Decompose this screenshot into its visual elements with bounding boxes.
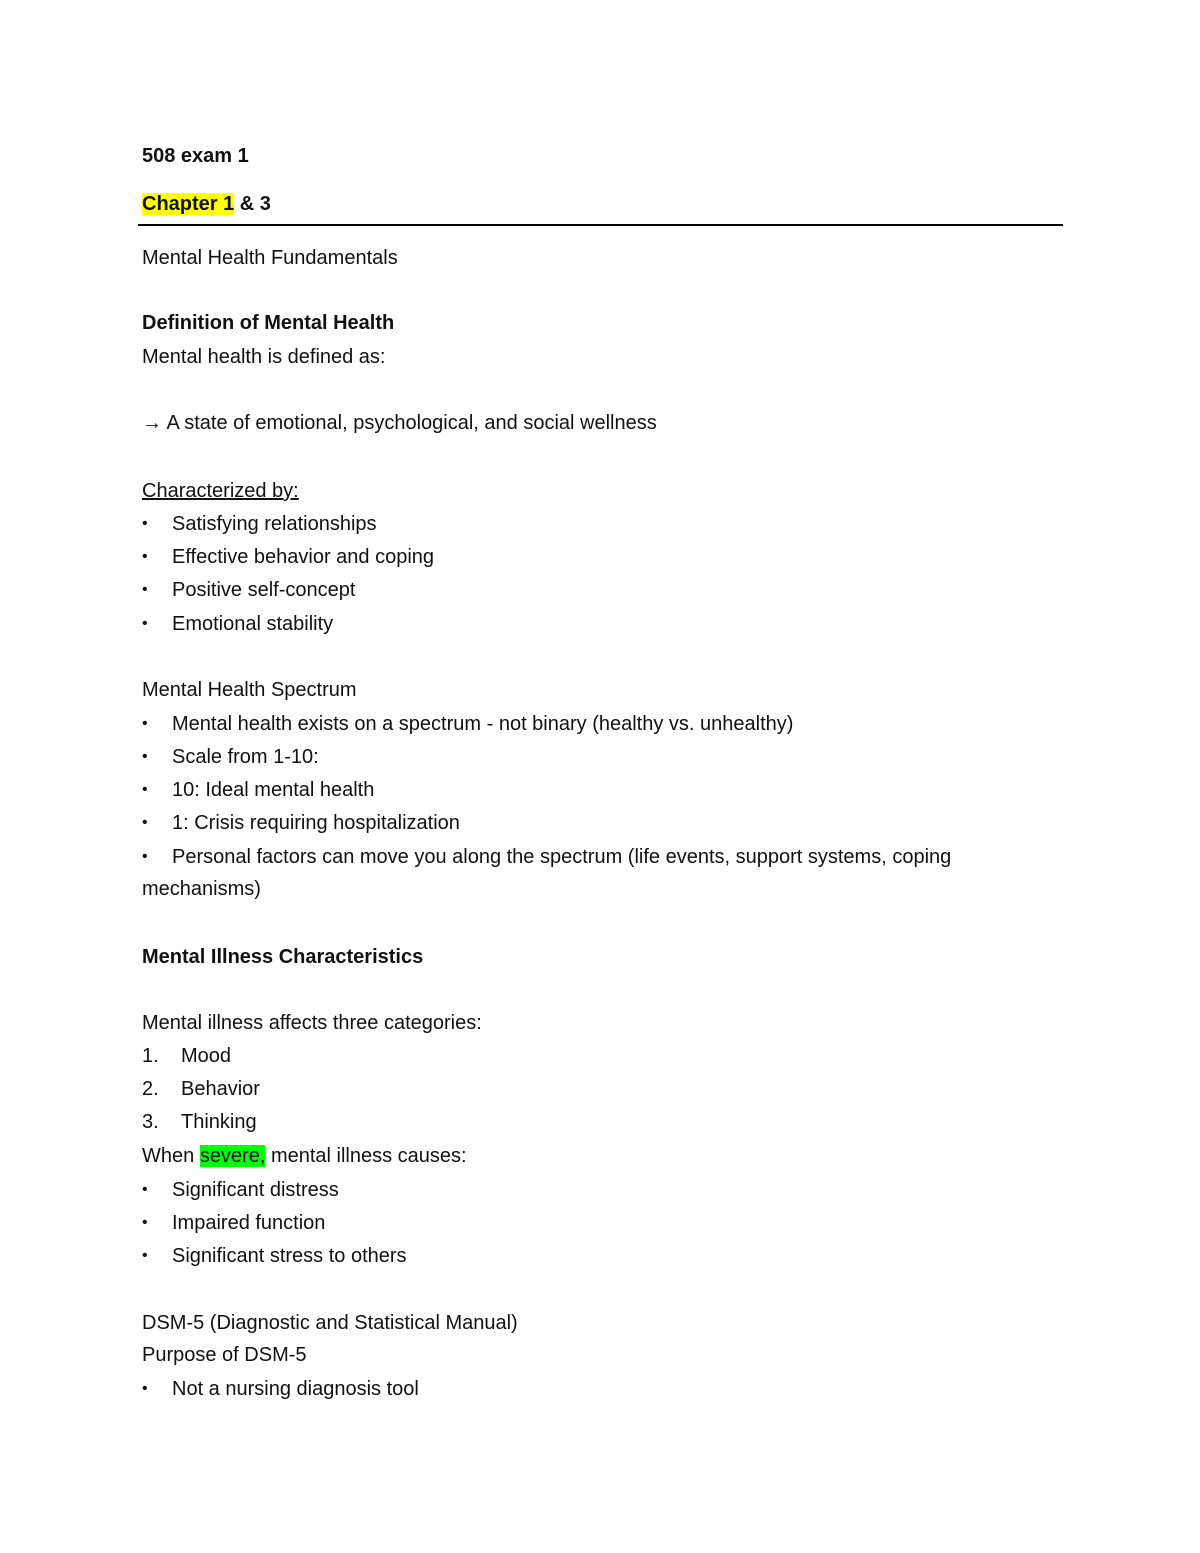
bullet-icon: • xyxy=(142,615,148,632)
list-item: Not a nursing diagnosis tool xyxy=(172,1378,419,1400)
severe-prefix: When xyxy=(142,1145,200,1167)
bullet-icon: • xyxy=(142,781,148,798)
chapter-highlight: Chapter 1 xyxy=(142,193,235,215)
list-item: Impaired function xyxy=(172,1212,326,1234)
bullet-icon: • xyxy=(142,515,148,532)
list-item: Personal factors can move you along the spectrum (life events, support systems, coping xyxy=(172,846,952,868)
list-item: Emotional stability xyxy=(172,613,334,635)
illness-heading: Mental Illness Characteristics xyxy=(142,946,424,968)
characterized-label: Characterized by: xyxy=(142,480,299,502)
dsm-heading: DSM-5 (Diagnostic and Statistical Manual) xyxy=(142,1312,518,1334)
definition-intro: Mental health is defined as: xyxy=(142,346,386,368)
severe-highlight: severe, xyxy=(199,1145,266,1167)
list-item: Satisfying relationships xyxy=(172,513,377,535)
numbered-item: Mood xyxy=(181,1045,232,1067)
chapter-heading xyxy=(142,192,271,216)
numbered-item: Behavior xyxy=(181,1078,260,1100)
bullet-icon: • xyxy=(142,1380,148,1397)
chapter-rest: & 3 xyxy=(234,193,271,215)
bullet-icon: • xyxy=(142,748,148,765)
arrow-icon: → xyxy=(142,412,162,434)
list-item: Significant stress to others xyxy=(172,1245,407,1267)
bullet-icon: • xyxy=(142,1214,148,1231)
list-item: 1: Crisis requiring hospitalization xyxy=(172,812,460,834)
definition-statement-text: A state of emotional, psychological, and social wellness xyxy=(162,412,657,434)
horizontal-rule xyxy=(138,224,1063,226)
definition-heading: Definition of Mental Health xyxy=(142,312,395,334)
list-item: Scale from 1-10: xyxy=(172,746,319,768)
bullet-icon: • xyxy=(142,1247,148,1264)
bullet-icon: • xyxy=(142,1181,148,1198)
list-item: 10: Ideal mental health xyxy=(172,779,375,801)
list-item: Effective behavior and coping xyxy=(172,546,435,568)
bullet-icon: • xyxy=(142,848,148,865)
document-title: 508 exam 1 xyxy=(142,145,249,167)
severe-line xyxy=(142,1144,467,1168)
section-title: Mental Health Fundamentals xyxy=(142,247,398,269)
list-item: Significant distress xyxy=(172,1179,339,1201)
bullet-icon: • xyxy=(142,548,148,565)
definition-statement xyxy=(142,411,657,435)
spectrum-heading: Mental Health Spectrum xyxy=(142,679,357,701)
illness-intro: Mental illness affects three categories: xyxy=(142,1012,482,1034)
dsm-purpose-label: Purpose of DSM-5 xyxy=(142,1344,307,1366)
list-number: 2. xyxy=(142,1078,159,1100)
list-number: 3. xyxy=(142,1111,159,1133)
severe-suffix: mental illness causes: xyxy=(265,1145,467,1167)
list-number: 1. xyxy=(142,1045,159,1067)
list-item: Positive self-concept xyxy=(172,579,356,601)
list-item: Mental health exists on a spectrum - not binary (healthy vs. unhealthy) xyxy=(172,713,794,735)
bullet-icon: • xyxy=(142,814,148,831)
numbered-item: Thinking xyxy=(181,1111,257,1133)
bullet-icon: • xyxy=(142,715,148,732)
list-item-continuation: mechanisms) xyxy=(142,878,261,900)
bullet-icon: • xyxy=(142,581,148,598)
